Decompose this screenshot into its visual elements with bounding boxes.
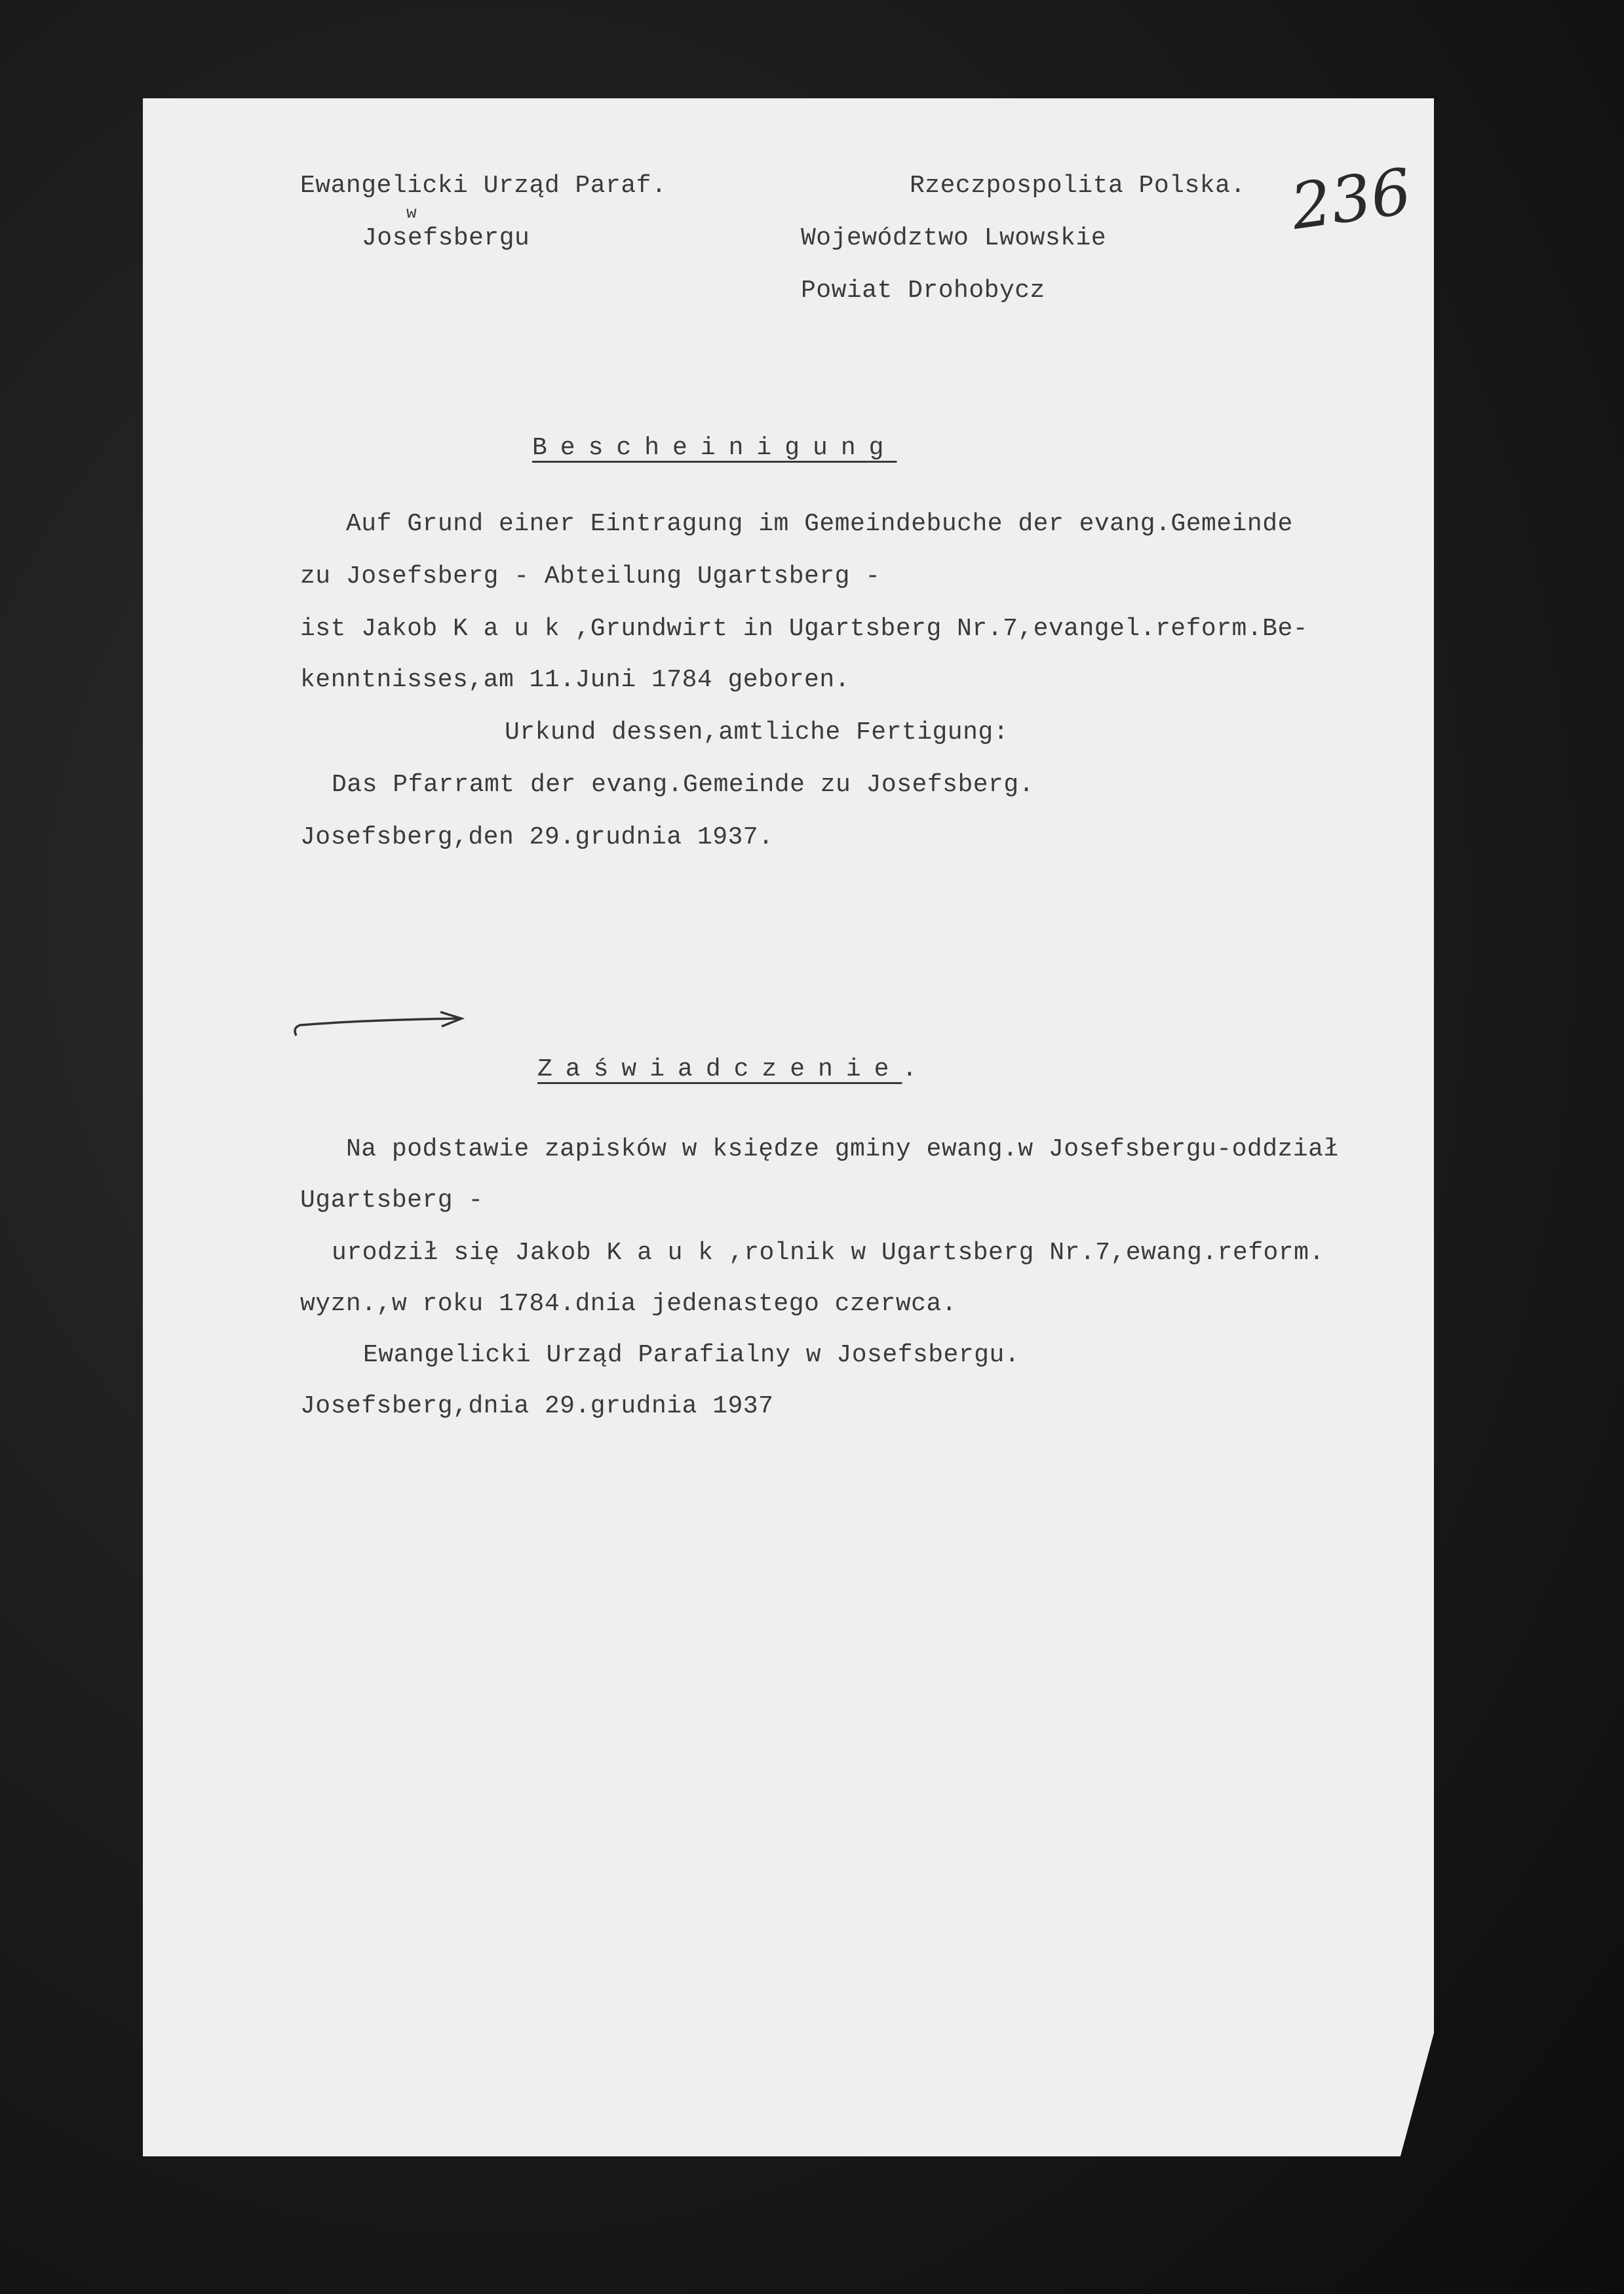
polish-line-4: wyzn.,w roku 1784.dnia jedenastego czerwca.: [300, 1290, 957, 1318]
german-line-3: ist Jakob K a u k ,Grundwirt in Ugartsberg Nr.7,evangel.reform.Be-: [300, 615, 1309, 643]
header-right-line2: Województwo Lwowskie: [801, 224, 1107, 252]
german-line-1: Auf Grund einer Eintragung im Gemeindebuche der evang.Gemeinde: [346, 510, 1293, 538]
german-line-5: Urkund dessen,amtliche Fertigung:: [505, 718, 1009, 747]
german-title: Bescheinigung: [532, 434, 897, 462]
polish-line-2: Ugartsberg -: [300, 1186, 484, 1215]
polish-line-6: Josefsberg,dnia 29.grudnia 1937: [300, 1392, 774, 1420]
header-left-line1: Ewangelicki Urząd Paraf.: [300, 172, 667, 200]
polish-line-3: urodził się Jakob K a u k ,rolnik w Ugartsberg Nr.7,ewang.reform.: [332, 1239, 1324, 1267]
polish-line-5: Ewangelicki Urząd Parafialny w Josefsbergu.: [363, 1341, 1020, 1369]
polish-title-suffix: .: [902, 1055, 918, 1083]
polish-line-1: Na podstawie zapisków w księdze gminy ewang.w Josefsbergu-oddział: [346, 1135, 1339, 1163]
header-right-line3: Powiat Drohobycz: [801, 277, 1045, 305]
handwritten-page-number: 236: [1286, 154, 1416, 244]
german-line-2: zu Josefsberg - Abteilung Ugartsberg -: [300, 562, 881, 591]
german-line-6: Das Pfarramt der evang.Gemeinde zu Josefsberg.: [332, 771, 1034, 799]
header-right-line1: Rzeczpospolita Polska.: [910, 172, 1246, 200]
header-left-line2: w: [406, 203, 417, 223]
handwritten-arrow-icon: [287, 1009, 471, 1049]
header-left-line3: Josefsbergu: [362, 224, 530, 252]
polish-title-row: [537, 1055, 918, 1083]
german-line-4: kenntnisses,am 11.Juni 1784 geboren.: [300, 666, 850, 694]
german-line-7: Josefsberg,den 29.grudnia 1937.: [300, 823, 774, 851]
polish-title: Zaświadczenie: [537, 1055, 902, 1083]
document-page: [143, 98, 1434, 2156]
